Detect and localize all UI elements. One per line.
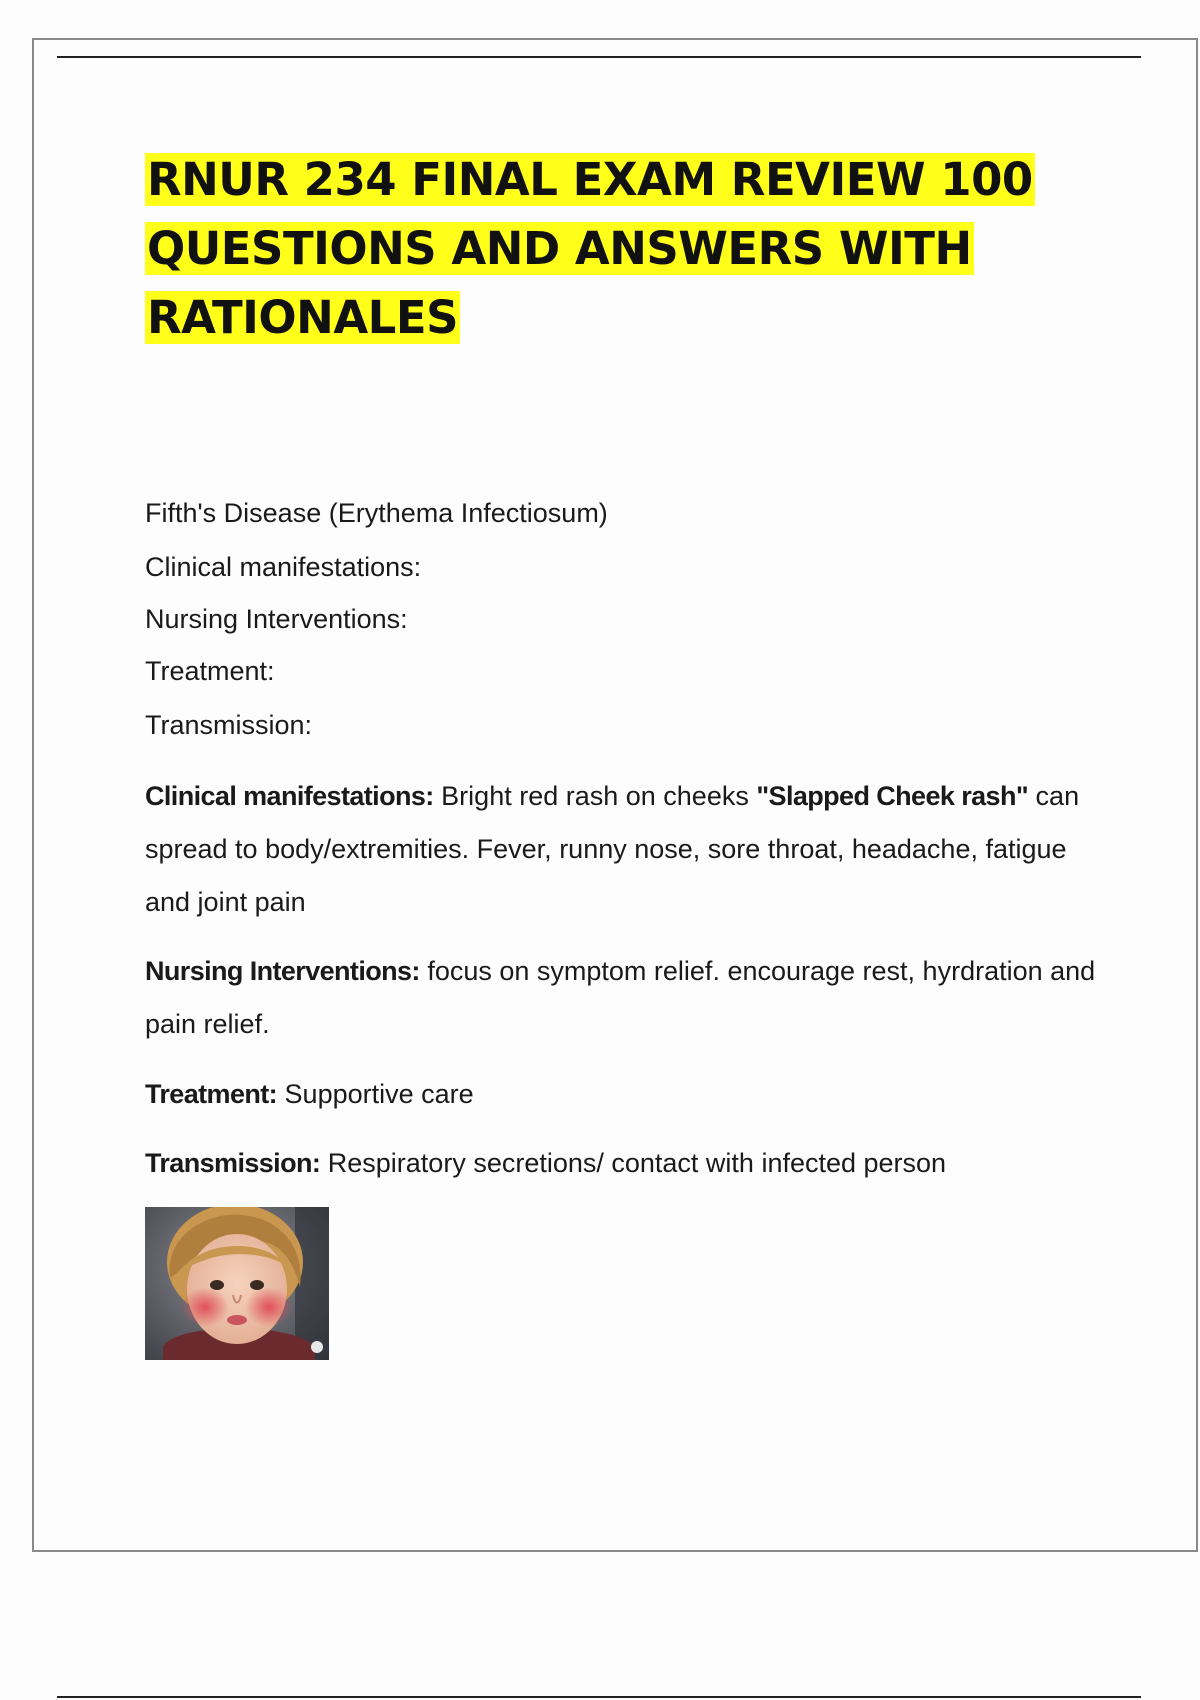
prompt-transmission: Transmission: [145,710,313,740]
header-rule [57,56,1141,58]
prompt-nursing: Nursing Interventions: [145,604,408,634]
answer-transmission [145,1137,1105,1190]
document-title [145,145,1105,352]
answer-treatment-text: Supportive care [277,1079,474,1109]
answer-clinical-label: Clinical manifestations: [145,781,434,811]
answer-nursing-text: focus on symptom relief. encourage rest, hyrdration and pain relief. [145,956,1096,1039]
answer-clinical-text-before: Bright red rash on cheeks [433,781,757,811]
answer-clinical-text-after: can spread to body/extremities. Fever, runny nose, sore throat, headache, fatigue and joint pain [145,781,1080,917]
answer-treatment-label: Treatment: [145,1079,278,1109]
answer-transmission-label: Transmission: [145,1148,321,1178]
answer-transmission-text: Respiratory secretions/ contact with infected person [320,1148,947,1178]
prompt-treatment: Treatment: [145,656,275,686]
answer-clinical [145,770,1105,929]
topic-heading: Fifth's Disease (Erythema Infectiosum) [145,498,608,528]
footer-rule [57,1696,1141,1698]
answer-nursing [145,945,1105,1051]
answer-treatment [145,1068,1105,1121]
child-photo-illustration [145,1207,329,1360]
prompt-clinical: Clinical manifestations: [145,552,422,582]
child-slapped-cheek-photo [145,1207,329,1360]
title-highlight: RNUR 234 FINAL EXAM REVIEW 100 QUESTIONS AND ANSWERS WITH RATIONALES [147,153,1033,344]
answer-nursing-label: Nursing Interventions: [145,956,420,986]
answer-clinical-highlight: "Slapped Cheek rash" [756,781,1029,811]
